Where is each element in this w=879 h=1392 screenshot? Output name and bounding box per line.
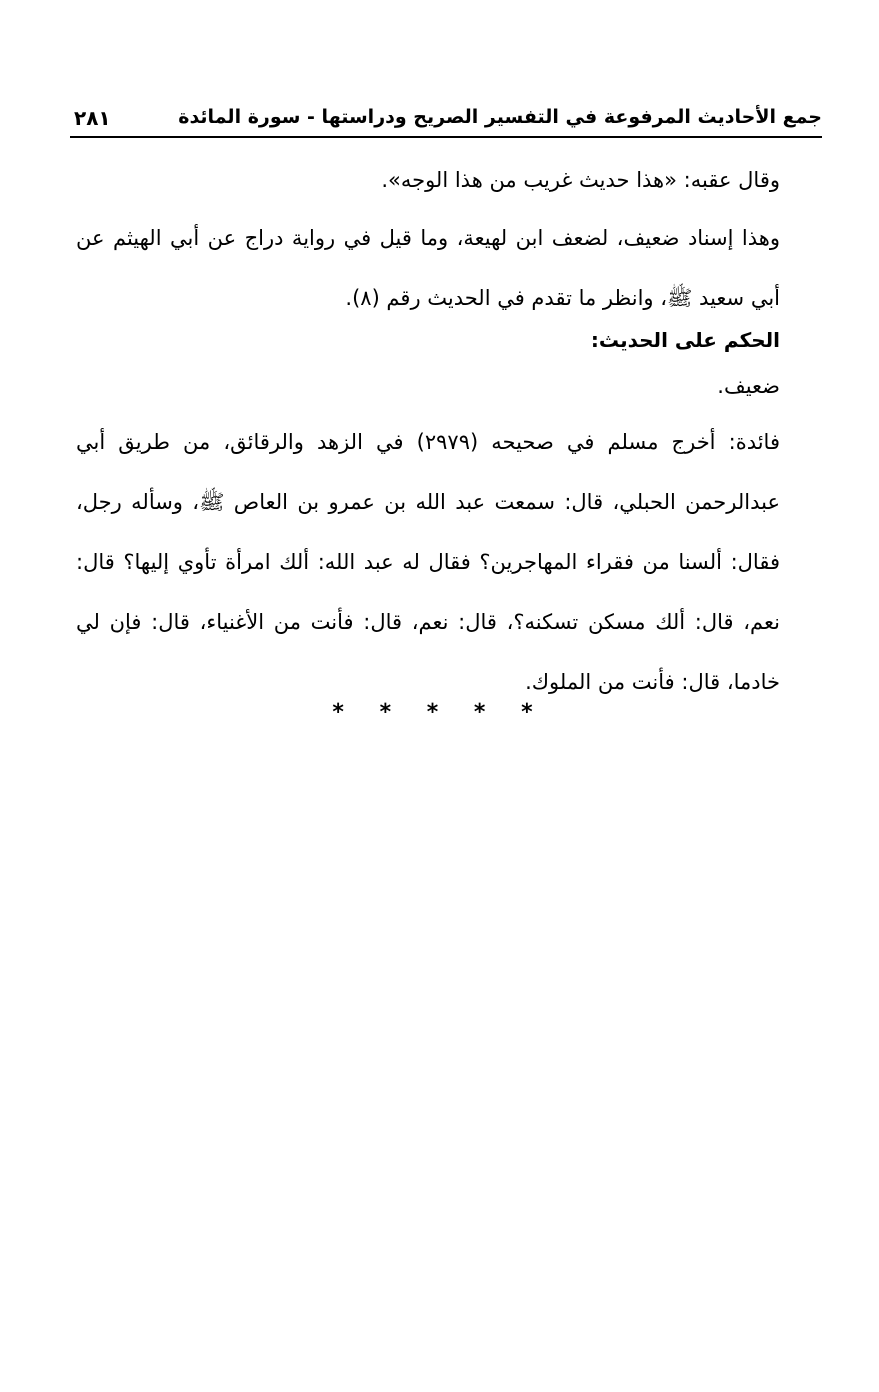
header-divider: [70, 136, 822, 138]
ruling-text: ضعيف.: [717, 374, 780, 398]
page-number: ٢٨١: [74, 106, 111, 130]
benefit-paragraph: فائدة: أخرج مسلم في صحيحه (٢٩٧٩) في الزهد والرقائق، من طريق أبي عبدالرحمن الحبلي، قال: سمعت عبد الله بن عمرو بن العاص ﷺ، وسأله رجل، فقال: ألسنا من فقراء المهاجرين؟ فقال له عبد الله: ألك امرأة تأوي إليها؟ قال: نعم، قال: ألك مسكن تسكنه؟، قال: نعم، قال: فأنت من الأغنياء، قال: فإن لي خادما، قال: فأنت من الملوك.: [76, 430, 780, 694]
header-title: جمع الأحاديث المرفوعة في التفسير الصريح ودراستها - سورة المائدة: [178, 106, 822, 128]
closing-remark: وقال عقبه: «هذا حديث غريب من هذا الوجه».: [381, 168, 780, 192]
running-header: [70, 104, 822, 140]
ruling-heading: الحكم على الحديث:: [590, 328, 780, 352]
section-separator: * * * * *: [332, 700, 547, 725]
chain-assessment-paragraph: وهذا إسناد ضعيف، لضعف ابن لهيعة، وما قيل في رواية دراج عن أبي الهيثم عن أبي سعيد ﷺ، وانظر ما تقدم في الحديث رقم (٨).: [76, 226, 780, 310]
